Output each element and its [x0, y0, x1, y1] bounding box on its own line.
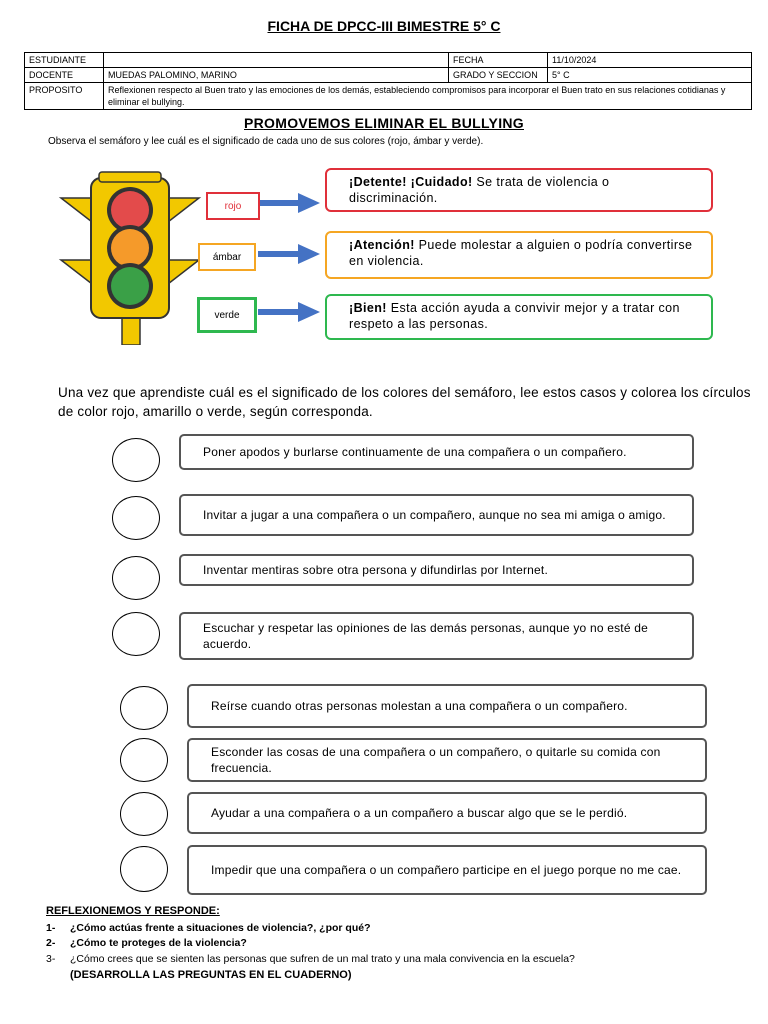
- page-title: FICHA DE DPCC-III BIMESTRE 5° C: [267, 18, 501, 34]
- question-3-text: ¿Cómo crees que se sienten las personas que sufren de un mal trato y una mala convivencia en la escuela?: [70, 953, 575, 965]
- meaning-rojo-strong: ¡Detente! ¡Cuidado!: [349, 175, 473, 189]
- tag-rojo: rojo: [206, 192, 260, 220]
- question-2-number: 2-: [46, 937, 56, 949]
- cases-instruction: Una vez que aprendiste cuál es el significado de los colores del semáforo, lee estos casos y colorea los círculos de color rojo, amarillo o verde, según corresponda.: [58, 385, 751, 419]
- question-1-number: 1-: [46, 922, 56, 934]
- case-box-7: Ayudar a una compañera o a un compañero a buscar algo que se le perdió.: [187, 792, 707, 834]
- grado-value: 5° C: [548, 68, 752, 83]
- case-circle-6[interactable]: [120, 738, 168, 782]
- meaning-ambar-text: Puede molestar a alguien o podría convertirse en violencia.: [349, 238, 693, 268]
- case-box-3: Inventar mentiras sobre otra persona y difundirlas por Internet.: [179, 554, 694, 586]
- meaning-verde: [325, 294, 713, 340]
- meaning-verde-strong: ¡Bien!: [349, 301, 387, 315]
- red-light: [111, 191, 149, 229]
- docente-label: DOCENTE: [25, 68, 104, 83]
- case-box-4: Escuchar y respetar las opiniones de las demás personas, aunque yo no esté de acuerdo.: [179, 612, 694, 660]
- green-light: [111, 267, 149, 305]
- traffic-light-instruction: Observa el semáforo y lee cuál es el significado de cada uno de sus colores (rojo, ámbar y verde).: [48, 136, 484, 147]
- tag-ambar: ámbar: [198, 243, 256, 271]
- info-table: [24, 52, 752, 110]
- question-2: [46, 937, 247, 949]
- case-box-5: Reírse cuando otras personas molestan a una compañera o un compañero.: [187, 684, 707, 728]
- estudiante-value: [104, 53, 449, 68]
- notebook-note: (DESARROLLA LAS PREGUNTAS EN EL CUADERNO): [70, 969, 352, 981]
- case-circle-4[interactable]: [112, 612, 160, 656]
- case-circle-2[interactable]: [112, 496, 160, 540]
- case-circle-1[interactable]: [112, 438, 160, 482]
- question-1-text: ¿Cómo actúas frente a situaciones de violencia?, ¿por qué?: [70, 922, 371, 934]
- docente-value: MUEDAS PALOMINO, MARINO: [104, 68, 449, 83]
- section-subtitle: PROMOVEMOS ELIMINAR EL BULLYING: [244, 115, 524, 131]
- question-3: [46, 953, 575, 965]
- tag-verde: verde: [197, 297, 257, 333]
- grado-label: GRADO Y SECCION: [449, 68, 548, 83]
- case-box-1: Poner apodos y burlarse continuamente de una compañera o un compañero.: [179, 434, 694, 470]
- case-circle-5[interactable]: [120, 686, 168, 730]
- case-box-6: Esconder las cosas de una compañera o un compañero, o quitarle su comida con frecuencia.: [187, 738, 707, 782]
- meaning-ambar-strong: ¡Atención!: [349, 238, 415, 252]
- proposito-value: Reflexionen respecto al Buen trato y las emociones de los demás, estableciendo compromisos para incorporar el Buen trato en sus relaciones cotidianas y eliminar el bullying.: [104, 83, 752, 110]
- traffic-light-illustration: [55, 170, 205, 345]
- meaning-rojo: [325, 168, 713, 212]
- meaning-rojo-text: Se trata de violencia o discriminación.: [349, 175, 610, 205]
- case-circle-3[interactable]: [112, 556, 160, 600]
- case-circle-8[interactable]: [120, 846, 168, 892]
- case-circle-7[interactable]: [120, 792, 168, 836]
- fecha-value: 11/10/2024: [548, 53, 752, 68]
- arrows: [258, 190, 324, 330]
- meaning-ambar: [325, 231, 713, 279]
- question-2-text: ¿Cómo te proteges de la violencia?: [70, 937, 247, 949]
- reflection-title: REFLEXIONEMOS Y RESPONDE:: [46, 905, 220, 917]
- case-box-8: Impedir que una compañera o un compañero participe en el juego porque no me cae.: [187, 845, 707, 895]
- meaning-verde-text: Esta acción ayuda a convivir mejor y a tratar con respeto a las personas.: [349, 301, 680, 331]
- estudiante-label: ESTUDIANTE: [25, 53, 104, 68]
- question-1: [46, 922, 370, 934]
- proposito-label: PROPOSITO: [25, 83, 104, 110]
- case-box-2: Invitar a jugar a una compañera o un compañero, aunque no sea mi amiga o amigo.: [179, 494, 694, 536]
- amber-light: [111, 229, 149, 267]
- question-3-number: 3-: [46, 953, 56, 965]
- fecha-label: FECHA: [449, 53, 548, 68]
